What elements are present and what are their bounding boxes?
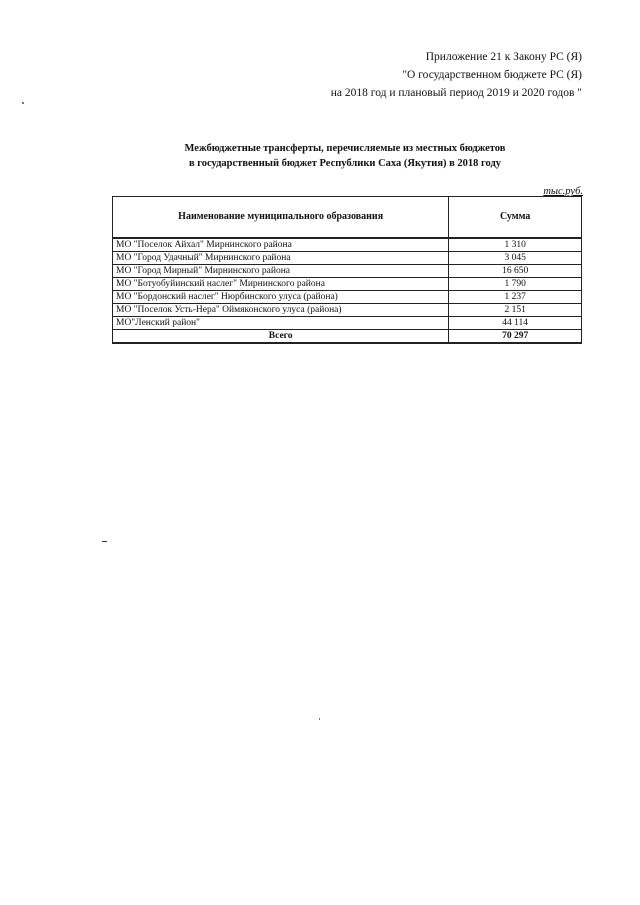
municipality-name-cell: МО "Бордонский наслег" Нюрбинского улуса (района) (113, 291, 449, 304)
scan-speck (22, 102, 24, 104)
municipality-name-cell: МО"Ленский район" (113, 317, 449, 330)
table-row (113, 304, 582, 317)
sum-cell: 44 114 (449, 317, 582, 330)
transfers-table (112, 196, 582, 344)
document-title (110, 141, 580, 171)
municipality-name-cell: МО "Ботуобуйинский наслег" Мирнинского района (113, 278, 449, 291)
document-title-line-2: в государственный бюджет Республики Саха (Якутия) в 2018 году (188, 158, 502, 169)
sum-cell: 16 650 (449, 265, 582, 278)
table-total-row (113, 330, 582, 344)
sum-cell: 2 151 (449, 304, 582, 317)
scan-dash-mark (102, 541, 107, 542)
table-header-row (113, 197, 582, 239)
table-row (113, 238, 582, 252)
total-sum-cell: 70 297 (449, 330, 582, 344)
table-row (113, 252, 582, 265)
column-header-name: Наименование муниципального образования (113, 197, 449, 239)
municipality-name-cell: МО "Поселок Айхал" Мирнинского района (113, 238, 449, 252)
table-row (113, 265, 582, 278)
units-label: тыс.руб. (543, 186, 583, 197)
total-label-cell: Всего (113, 330, 449, 344)
sum-cell: 1 310 (449, 238, 582, 252)
municipality-name-cell: МО "Город Мирный" Мирнинского района (113, 265, 449, 278)
appendix-header-line-3: на 2018 год и плановый период 2019 и 2020 годов " (330, 87, 582, 99)
sum-cell: 1 237 (449, 291, 582, 304)
column-header-sum: Сумма (449, 197, 582, 239)
municipality-name-cell: МО "Город Удачный" Мирнинского района (113, 252, 449, 265)
sum-cell: 1 790 (449, 278, 582, 291)
appendix-header (331, 48, 582, 102)
appendix-header-line-1: Приложение 21 к Закону РС (Я) (425, 51, 582, 63)
scan-speck (319, 718, 320, 720)
appendix-header-line-2: "О государственном бюджете РС (Я) (402, 69, 582, 81)
document-title-line-1: Межбюджетные трансферты, перечисляемые из местных бюджетов (184, 143, 506, 154)
municipality-name-cell: МО "Поселок Усть-Нера" Оймяконского улуса (района) (113, 304, 449, 317)
table-row (113, 291, 582, 304)
table-row (113, 317, 582, 330)
sum-cell: 3 045 (449, 252, 582, 265)
table-row (113, 278, 582, 291)
